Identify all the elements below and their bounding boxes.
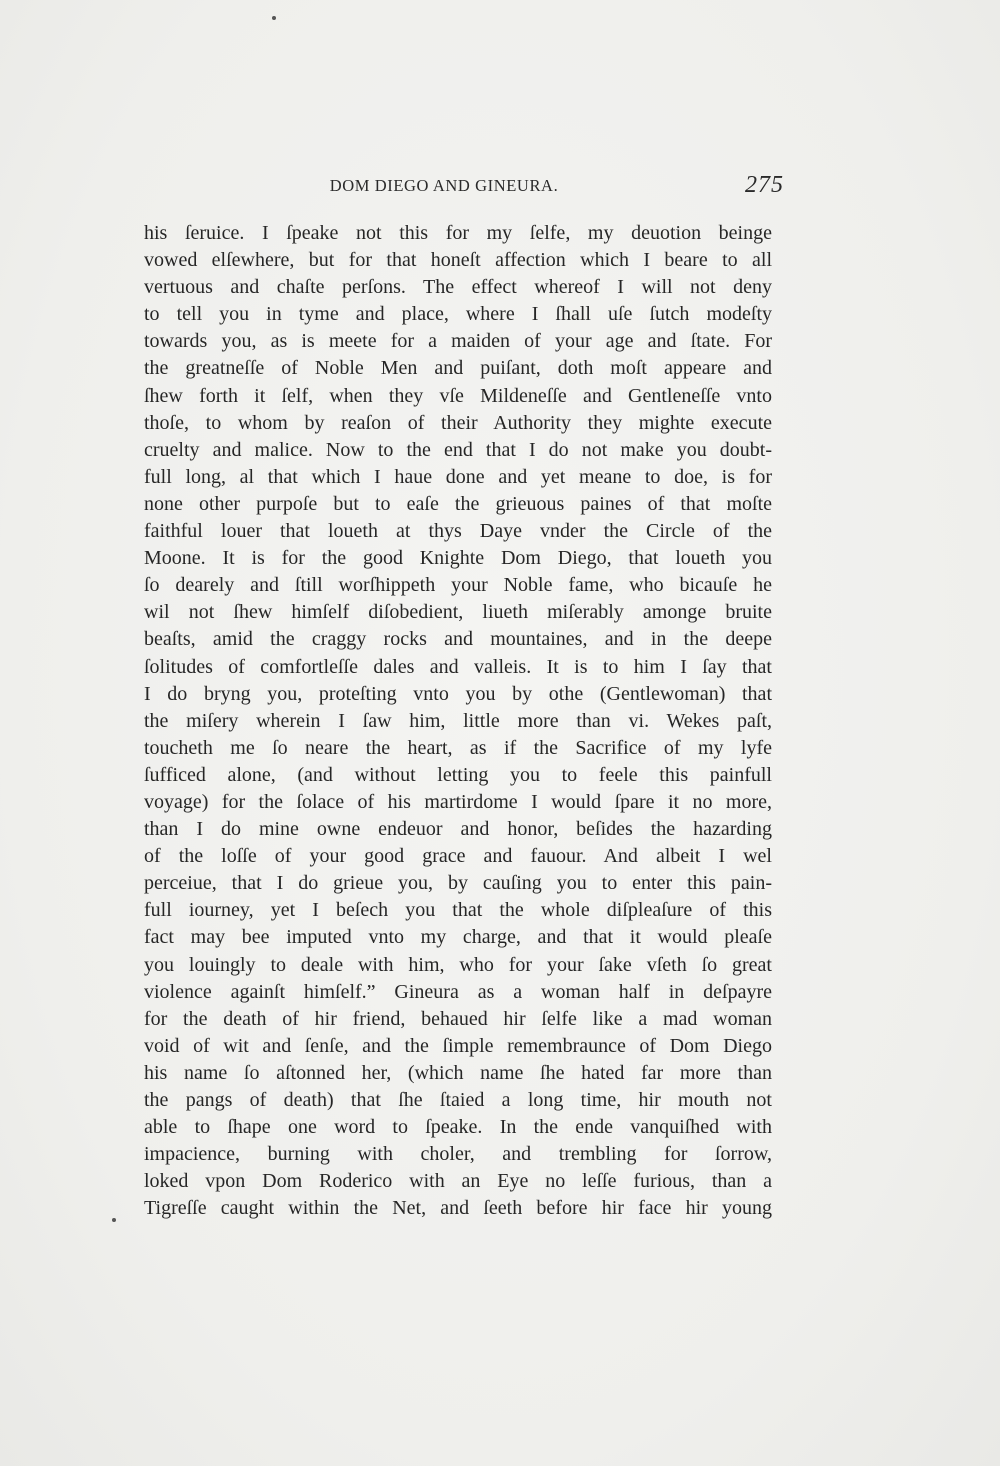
text-line: perceiue, that I do grieue you, by cauſing you to enter this pain- — [144, 872, 772, 895]
text-line: full iourney, yet I beſech you that the whole diſpleaſure of this — [144, 899, 772, 922]
page-number: 275 — [745, 172, 784, 198]
text-line: the miſery wherein I ſaw him, little more than vi. Wekes paſt, — [144, 709, 772, 732]
text-line: thoſe, to whom by reaſon of their Authority they mighte execute — [144, 411, 772, 434]
print-speck — [112, 1218, 116, 1222]
text-line: towards you, as is meete for a maiden of your age and ſtate. For — [144, 330, 772, 353]
text-line: the pangs of death) that ſhe ſtaied a long time, hir mouth not — [144, 1089, 772, 1111]
text-line: beaſts, amid the craggy rocks and mountaines, and in the deepe — [144, 628, 772, 651]
running-title: DOM DIEGO AND GINEURA. — [329, 176, 559, 195]
text-line: than I do mine owne endeuor and honor, beſides the hazarding — [144, 818, 772, 841]
text-line: faithful louer that loueth at thys Daye vnder the Circle of the — [144, 520, 772, 543]
text-line: I do bryng you, proteſting vnto you by othe (Gentlewoman) that — [144, 682, 772, 705]
text-line: toucheth me ſo neare the heart, as if the Sacrifice of my lyfe — [144, 736, 772, 759]
text-line: full long, al that which I haue done and yet meane to doe, is for — [144, 465, 772, 488]
text-line: the greatneſſe of Noble Men and puiſant, doth moſt appeare and — [144, 357, 772, 380]
text-line: vowed elſewhere, but for that honeſt affection which I beare to all — [144, 249, 772, 272]
text-line: none other purpoſe but to eaſe the grieuous paines of that moſte — [144, 492, 772, 515]
text-line: Tigreſſe caught within the Net, and ſeeth before hir face hir young — [144, 1197, 772, 1220]
text-line: ſolitudes of comfortleſſe dales and valleis. It is to him I ſay that — [144, 655, 772, 678]
text-line: you louingly to deale with him, who for your ſake vſeth ſo great — [144, 953, 772, 976]
text-line: vertuous and chaſte perſons. The effect whereof I will not deny — [144, 276, 772, 299]
text-line: his name ſo aſtonned her, (which name ſhe hated far more than — [144, 1061, 772, 1084]
text-line: ſhew forth it ſelf, when they vſe Mildeneſſe and Gentleneſſe vnto — [144, 384, 772, 407]
text-line: to tell you in tyme and place, where I ſhall uſe ſutch modeſty — [144, 303, 772, 326]
text-line: ſufficed alone, (and without letting you to feele this painfull — [144, 763, 772, 786]
body-text — [144, 220, 772, 1222]
text-line: void of wit and ſenſe, and the ſimple remembraunce of Dom Diego — [144, 1034, 772, 1057]
text-line: voyage) for the ſolace of his martirdome I would ſpare it no more, — [144, 790, 772, 813]
text-line: able to ſhape one word to ſpeake. In the ende vanquiſhed with — [144, 1116, 772, 1139]
text-line: ſo dearely and ſtill worſhippeth your Noble fame, who bicauſe he — [144, 574, 772, 597]
text-line: Moone. It is for the good Knighte Dom Diego, that loueth you — [144, 547, 772, 570]
text-line: wil not ſhew himſelf diſobedient, liueth miſerably amonge bruite — [144, 601, 772, 624]
text-line: his ſeruice. I ſpeake not this for my ſelfe, my deuotion beinge — [144, 222, 772, 244]
text-line: impacience, burning with choler, and trembling for ſorrow, — [144, 1143, 772, 1166]
text-line: of the loſſe of your good grace and fauour. And albeit I wel — [144, 845, 772, 868]
text-line: violence againſt himſelf.” Gineura as a woman half in deſpayre — [144, 980, 772, 1003]
text-line: for the death of hir friend, behaued hir ſelfe like a mad woman — [144, 1007, 772, 1030]
text-line: fact may bee imputed vnto my charge, and that it would pleaſe — [144, 926, 772, 949]
running-head — [144, 172, 784, 202]
text-line: cruelty and malice. Now to the end that I do not make you doubt- — [144, 438, 772, 461]
text-line: loked vpon Dom Roderico with an Eye no leſſe furious, than a — [144, 1170, 772, 1193]
print-speck — [272, 16, 276, 20]
